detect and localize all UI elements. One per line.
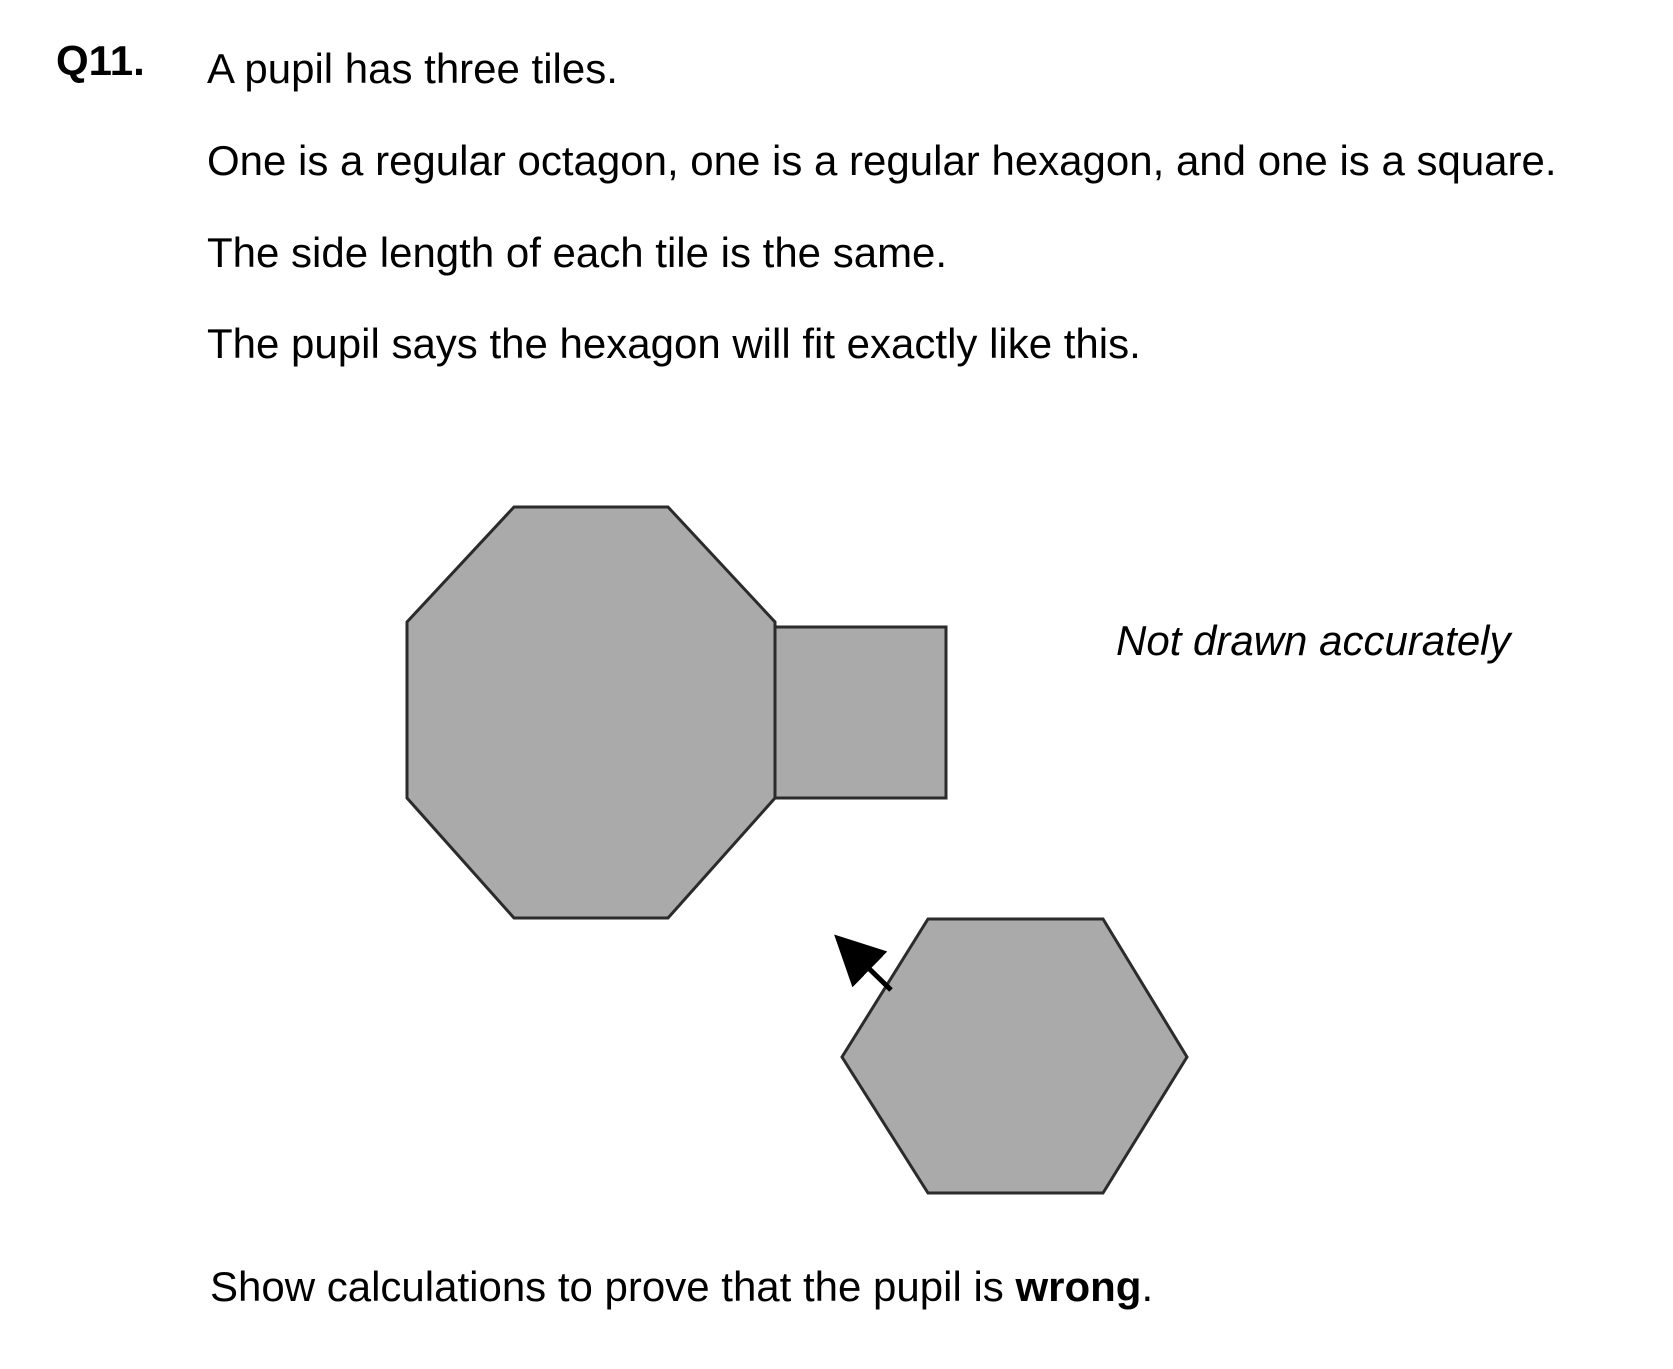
question-line-2: One is a regular octagon, one is a regular hexagon, and one is a square. [207,137,1557,184]
instruction-text: Show calculations to prove that the pupil is [210,1263,1016,1310]
not-drawn-accurately-note: Not drawn accurately [1116,617,1511,664]
hexagon-tile [842,919,1187,1193]
octagon-tile [407,507,775,918]
instruction-emphasis: wrong [1015,1263,1142,1310]
movement-arrow [852,952,891,990]
question-number: Q11. [56,37,145,84]
instruction-period: . [1141,1263,1154,1310]
question-line-3: The side length of each tile is the same. [207,229,948,276]
question-line-4: The pupil says the hexagon will fit exactly like this. [207,320,1141,367]
question-line-1: A pupil has three tiles. [207,45,618,92]
square-tile [775,627,946,798]
instruction-line [210,1263,1154,1310]
